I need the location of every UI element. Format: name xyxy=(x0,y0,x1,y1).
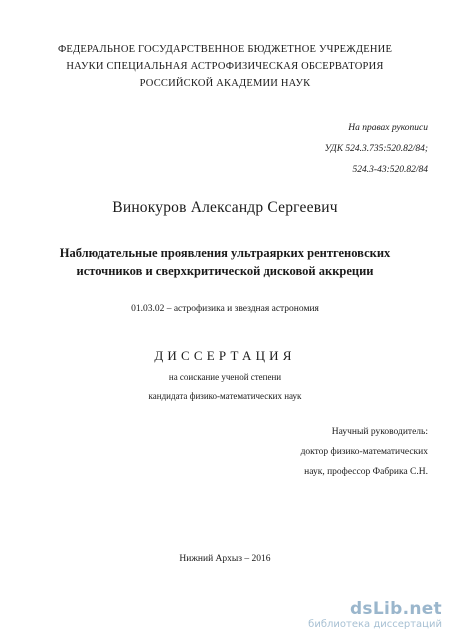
udk-line-1: УДК 524.3.735:520.82/84; xyxy=(324,144,428,154)
watermark-logo: dsLib.net xyxy=(349,599,442,619)
city-year: Нижний Архыз – 2016 xyxy=(179,554,271,564)
specialty-code: 01.03.02 – астрофизика и звездная астрономия xyxy=(131,304,319,314)
institution-line-1: ФЕДЕРАЛЬНОЕ ГОСУДАРСТВЕННОЕ БЮДЖЕТНОЕ УЧРЕЖДЕНИЕ xyxy=(57,44,393,55)
title-line-2: источников и сверхкритической дисковой аккреции xyxy=(76,264,374,278)
title-line-1: Наблюдательные проявления ультраярких рентгеновских xyxy=(59,246,391,260)
advisor-line-1: доктор физико-математических xyxy=(300,447,428,457)
rights-udk-block xyxy=(325,118,428,181)
institution-line-3: РОССИЙСКОЙ АКАДЕМИИ НАУК xyxy=(139,78,311,89)
advisor-label: Научный руководитель: xyxy=(331,427,428,437)
rights-note: На правах рукописи xyxy=(348,123,428,133)
degree-line-1: на соискание ученой степени xyxy=(168,372,282,382)
udk-line-2: 524.3-43:520.82/84 xyxy=(352,165,428,175)
degree-line-2: кандидата физико-математических наук xyxy=(148,391,302,401)
degree-info xyxy=(0,368,450,406)
advisor-line-2: наук, профессор Фабрика С.Н. xyxy=(304,467,428,477)
document-type: ДИССЕРТАЦИЯ xyxy=(154,348,296,363)
author-name: Винокуров Александр Сергеевич xyxy=(112,199,338,216)
watermark-subtitle: библиотека диссертаций xyxy=(308,619,442,630)
thesis-title xyxy=(0,244,450,280)
advisor-block xyxy=(301,422,428,482)
institution-line-2: НАУКИ СПЕЦИАЛЬНАЯ АСТРОФИЗИЧЕСКАЯ ОБСЕРВАТОРИЯ xyxy=(66,61,384,72)
institution-header xyxy=(0,41,450,92)
watermark xyxy=(308,599,442,631)
